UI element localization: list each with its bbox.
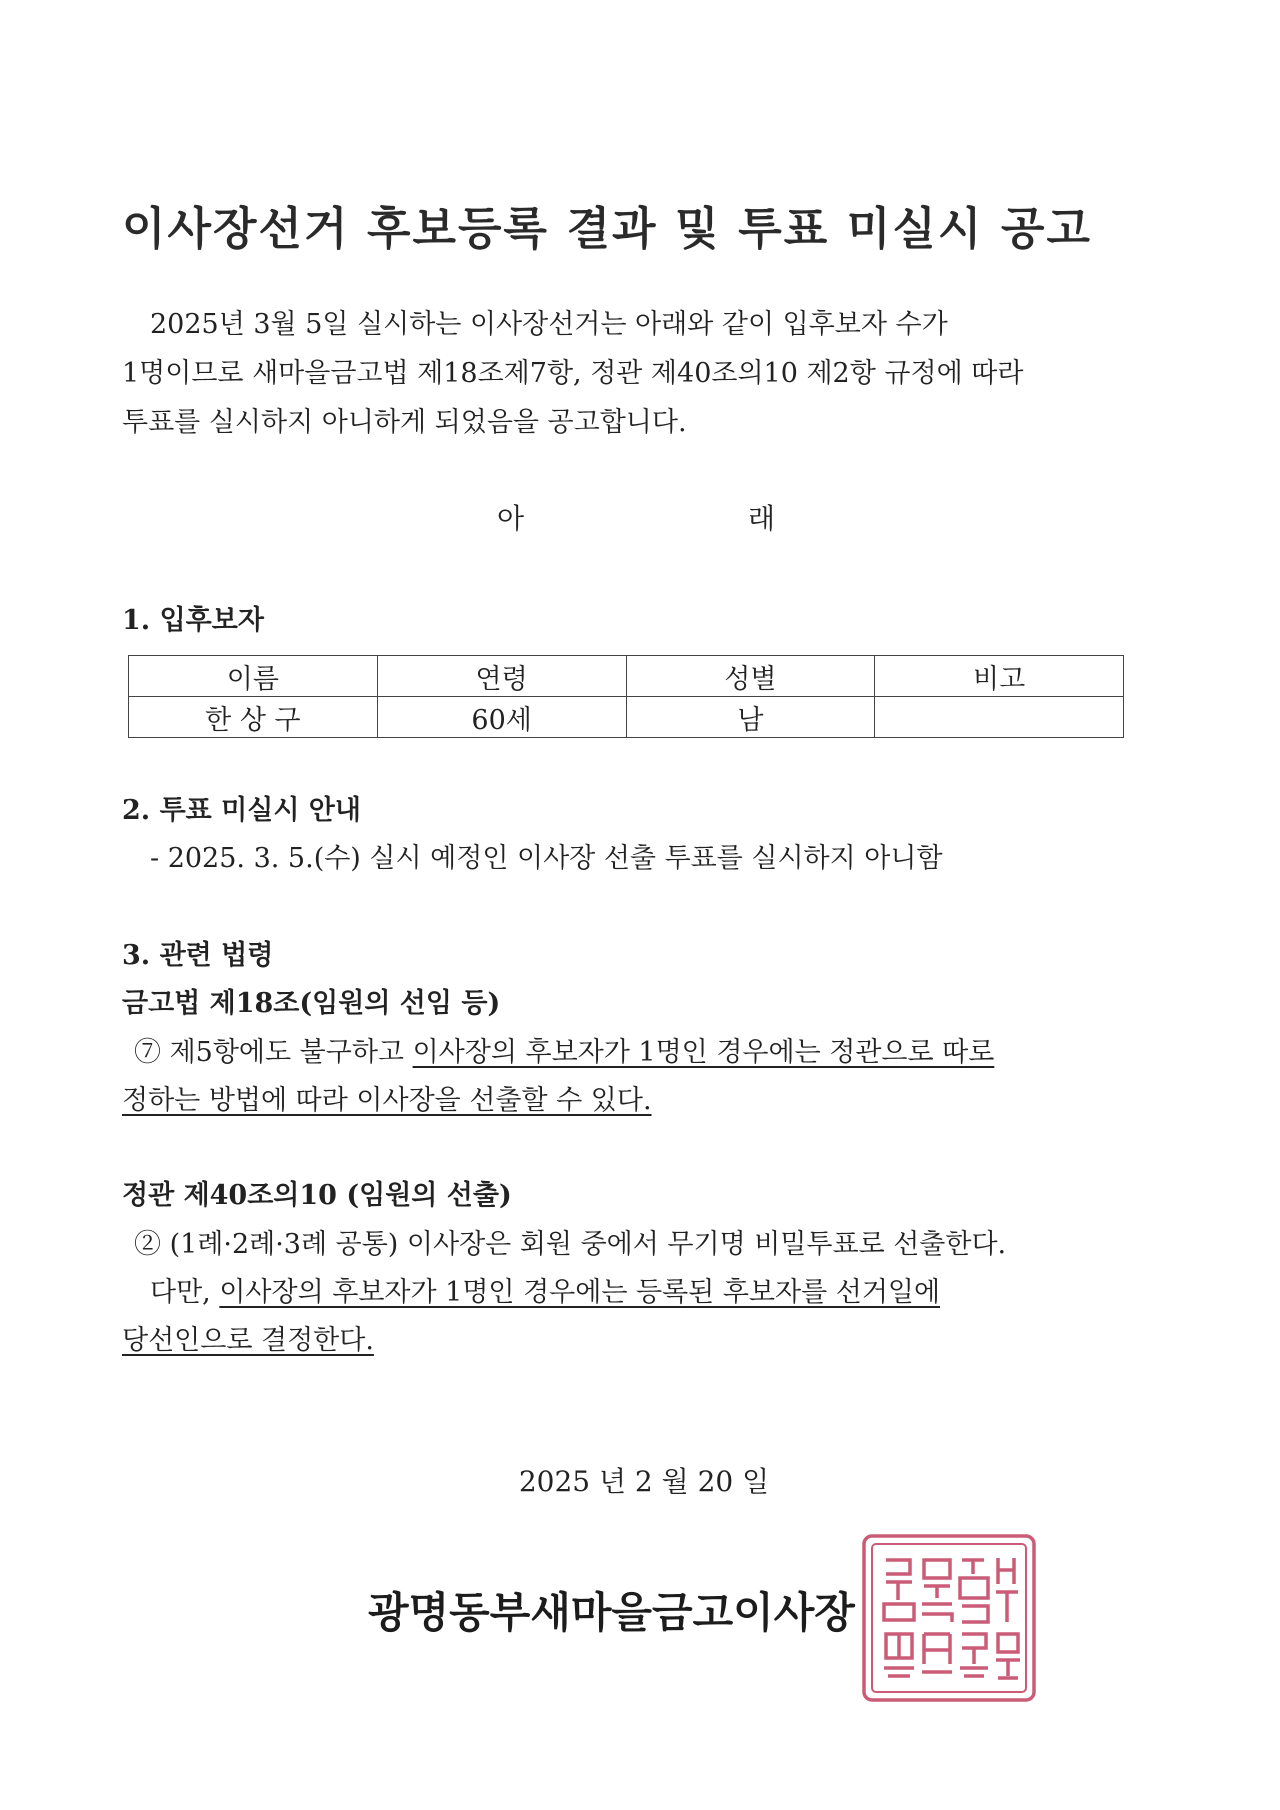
section-2-item: - 2025. 3. 5.(수) 실시 예정인 이사장 선출 투표를 실시하지 아니함 <box>150 843 943 874</box>
header-gender: 성별 <box>626 656 875 697</box>
law-1-line-2 <box>122 1078 652 1117</box>
document-title: 이사장선거 후보등록 결과 및 투표 미실시 공고 <box>122 202 1092 255</box>
header-age: 연령 <box>377 656 626 697</box>
official-seal-icon <box>858 1530 1040 1706</box>
law-2-title: 정관 제40조의10 (임원의 선출) <box>122 1180 512 1211</box>
intro-line-2: 1명이므로 새마을금고법 제18조제7항, 정관 제40조의10 제2항 규정에 따라 <box>122 358 1024 389</box>
candidate-table <box>128 655 1124 738</box>
table-row <box>129 697 1124 738</box>
law-2-underline-1: 이사장의 후보자가 1명인 경우에는 등록된 후보자를 선거일에 <box>219 1277 941 1308</box>
header-name: 이름 <box>129 656 378 697</box>
issuer-name: 광명동부새마을금고이사장 <box>368 1588 855 1637</box>
intro-paragraph <box>122 300 1162 447</box>
cell-remarks <box>875 697 1124 738</box>
law-1-underline-1: 이사장의 후보자가 1명인 경우에는 정관으로 따로 <box>412 1037 995 1068</box>
law-2-line-3 <box>122 1318 374 1357</box>
law-2-prefix: 다만, <box>150 1277 220 1308</box>
section-1-heading: 1. 입후보자 <box>122 605 264 636</box>
law-2-underline-2: 당선인으로 결정한다. <box>122 1325 374 1356</box>
law-1-title: 금고법 제18조(임원의 선임 등) <box>122 988 501 1019</box>
law-2-line-2 <box>150 1270 940 1309</box>
section-2-heading: 2. 투표 미실시 안내 <box>122 795 361 826</box>
header-remarks: 비고 <box>875 656 1124 697</box>
intro-line-3: 투표를 실시하지 아니하게 되었음을 공고합니다. <box>122 407 687 438</box>
intro-line-1: 2025년 3월 5일 실시하는 이사장선거는 아래와 같이 입후보자 수가 <box>150 309 948 340</box>
section-3-heading: 3. 관련 법령 <box>122 940 274 971</box>
below-heading-left: 아 <box>497 502 525 535</box>
cell-age: 60세 <box>377 697 626 738</box>
cell-name: 한 상 구 <box>129 697 378 738</box>
law-2-line-1: ② (1례·2례·3례 공통) 이사장은 회원 중에서 무기명 비밀투표로 선출한다. <box>134 1229 1007 1260</box>
law-1-line-1 <box>134 1030 994 1069</box>
below-heading-right: 래 <box>748 502 776 535</box>
law-1-underline-2: 정하는 방법에 따라 이사장을 선출할 수 있다. <box>122 1085 652 1116</box>
law-1-prefix: ⑦ 제5항에도 불구하고 <box>134 1037 413 1068</box>
table-header-row <box>129 656 1124 697</box>
notice-date: 2025 년 2 월 20 일 <box>518 1465 770 1498</box>
cell-gender: 남 <box>626 697 875 738</box>
